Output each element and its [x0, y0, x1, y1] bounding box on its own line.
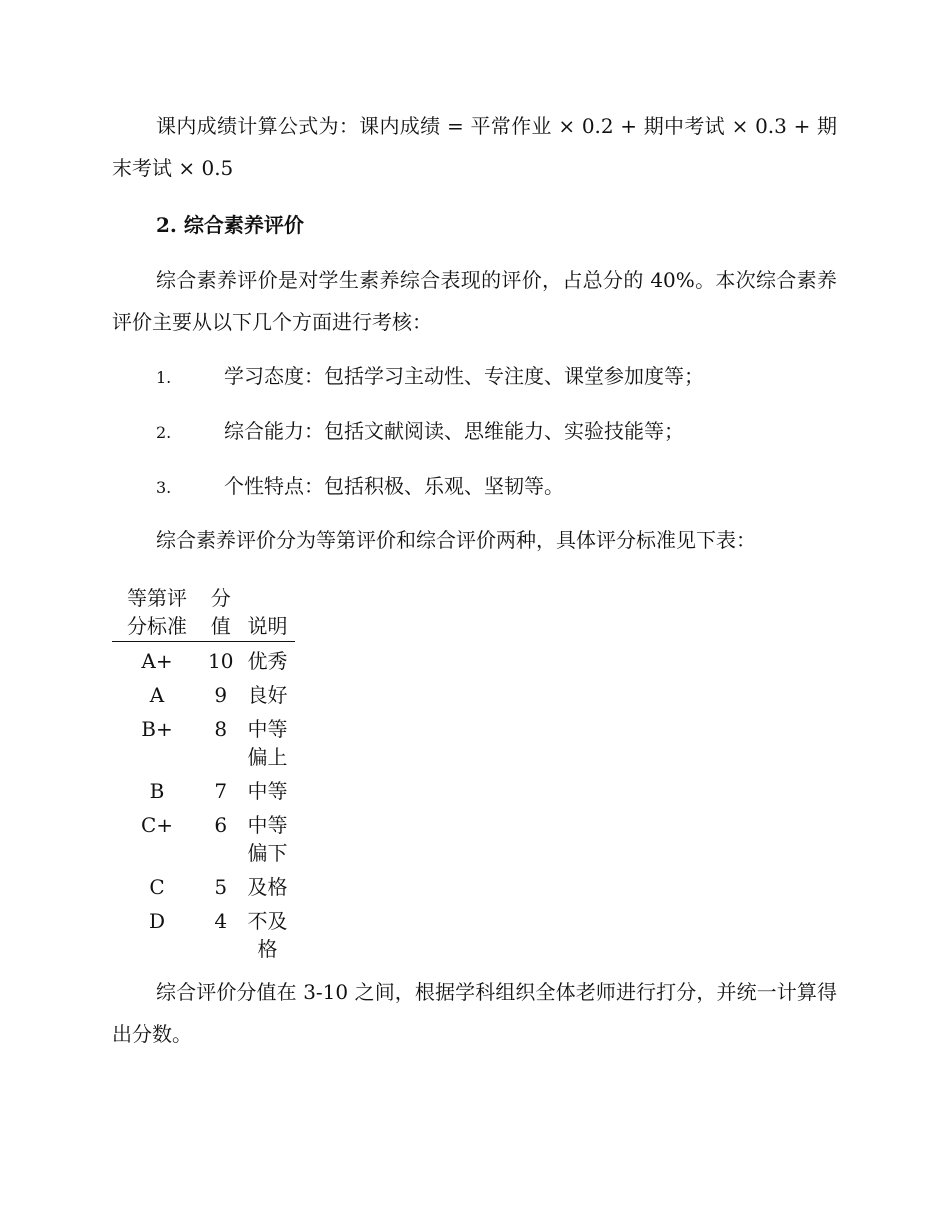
cell-description: 优秀 [247, 649, 288, 673]
list-number: 1. [156, 368, 172, 387]
cell-description: 中等偏上 [247, 717, 288, 769]
final-paragraph: 综合评价分值在 3-10 之间，根据学科组织全体老师进行打分，并统一计算得出分数。 [112, 980, 837, 1046]
cell-score: 7 [214, 779, 228, 803]
list-number: 2. [156, 423, 172, 442]
table-row [112, 811, 295, 873]
table-row [112, 715, 295, 777]
table-row [112, 681, 295, 715]
cell-grade: A+ [141, 649, 173, 673]
cell-score: 10 [208, 649, 234, 673]
cell-score: 4 [214, 909, 228, 933]
grading-table [112, 584, 295, 969]
list-item [156, 362, 704, 392]
table-row [112, 777, 295, 811]
cell-description: 中等 [247, 779, 288, 803]
cell-grade: B+ [141, 717, 173, 741]
section-heading: 2. 综合素养评价 [156, 213, 304, 237]
table-header-row [112, 584, 295, 642]
cell-description: 中等偏下 [247, 813, 288, 865]
header-grade: 等第评分标准 [112, 584, 202, 642]
cell-description: 及格 [247, 875, 288, 899]
table-row [112, 873, 295, 907]
list-text: 个性特点：包括积极、乐观、坚韧等。 [224, 474, 564, 498]
cell-grade: A [149, 683, 165, 707]
cell-grade: C [149, 875, 165, 899]
header-description: 说明 [239, 584, 295, 642]
list-item [156, 417, 684, 447]
header-score: 分值 [202, 584, 239, 642]
table-intro-paragraph: 综合素养评价分为等第评价和综合评价两种，具体评分标准见下表： [156, 528, 756, 552]
intro-paragraph: 综合素养评价是对学生素养综合表现的评价，占总分的 40%。本次综合素养评价主要从以下几个方面进行考核： [112, 268, 837, 334]
cell-grade: C+ [140, 813, 174, 837]
cell-description: 良好 [247, 683, 288, 707]
cell-score: 5 [214, 875, 228, 899]
table-row [112, 642, 295, 682]
cell-grade: B [149, 779, 165, 803]
list-number: 3. [156, 478, 172, 497]
cell-score: 8 [214, 717, 228, 741]
list-item [156, 472, 564, 502]
list-text: 综合能力：包括文献阅读、思维能力、实验技能等； [224, 419, 684, 443]
cell-score: 6 [214, 813, 228, 837]
cell-grade: D [148, 909, 166, 933]
formula-paragraph: 课内成绩计算公式为：课内成绩 = 平常作业 × 0.2 + 期中考试 × 0.3 + 期末考试 × 0.5 [112, 114, 837, 180]
cell-score: 9 [214, 683, 228, 707]
table-row [112, 907, 295, 969]
list-text: 学习态度：包括学习主动性、专注度、课堂参加度等； [224, 364, 704, 388]
cell-description: 不及格 [247, 909, 288, 961]
